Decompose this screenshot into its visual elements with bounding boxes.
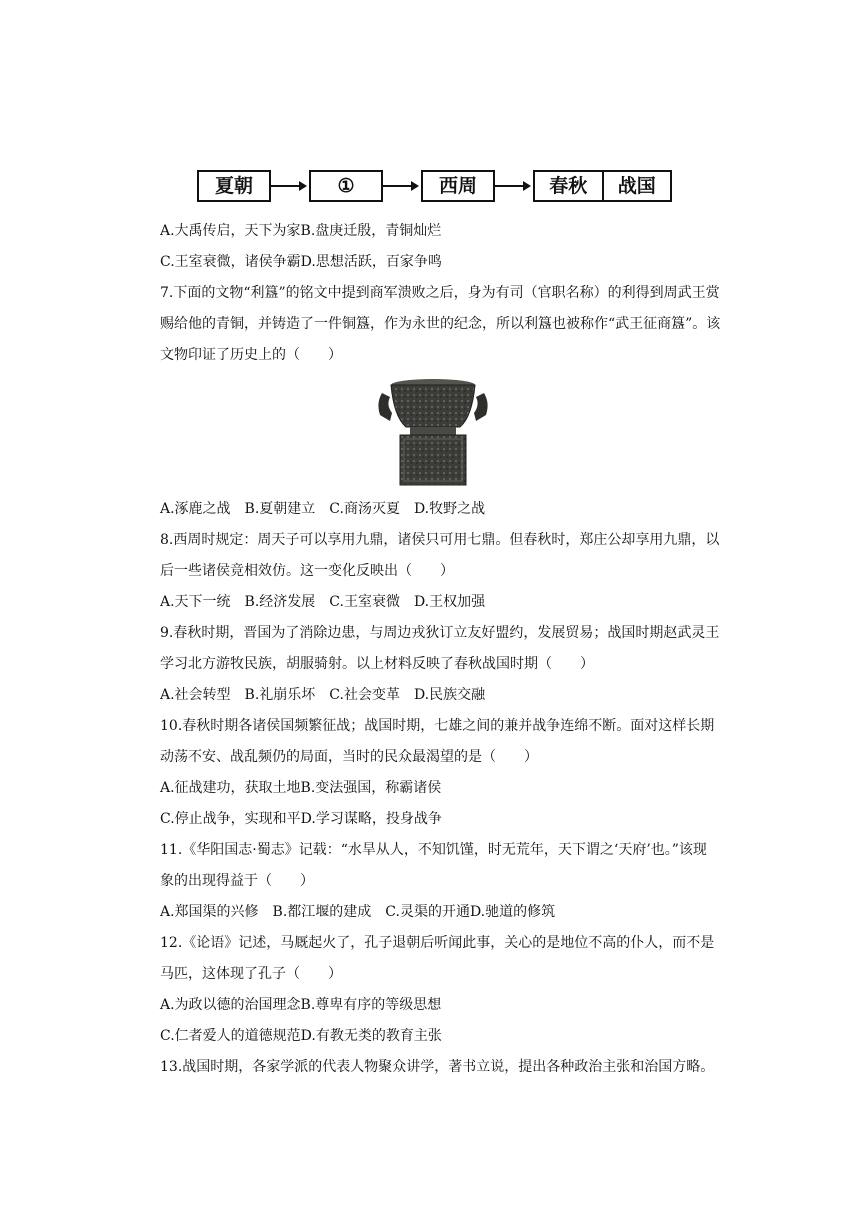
timeline-box-blank: ① <box>309 170 383 202</box>
q7-options: A.涿鹿之战 B.夏朝建立 C.商汤灭夏 D.牧野之战 <box>160 501 486 517</box>
q7-stem-line1: 7.下面的文物“利簋”的铭文中提到商军溃败之后，身为有司（官职名称）的利得到周武王赏 <box>160 285 720 301</box>
q10-stem-line2: 动荡不安、战乱频仍的局面，当时的民众最渴望的是（ ） <box>160 749 538 765</box>
timeline-box-chunqiu-zhanguo <box>533 170 672 202</box>
dynasty-timeline <box>197 170 672 202</box>
q7-stem-line3: 文物印证了历史上的（ ） <box>160 347 342 363</box>
q13-stem-line1: 13.战国时期，各家学派的代表人物聚众讲学，著书立说，提出各种政治主张和治国方略。 <box>160 1059 715 1075</box>
q11-stem-line1: 11.《华阳国志·蜀志》记载：“水旱从人，不知饥馑，时无荒年，天下谓之‘天府’也。”该现 <box>160 842 707 858</box>
q10-options-cd: C.停止战争，实现和平D.学习谋略，投身战争 <box>160 811 442 827</box>
timeline-box-xia: 夏朝 <box>197 170 271 202</box>
q10-stem-line1: 10.春秋时期各诸侯国频繁征战；战国时期，七雄之间的兼并战争连绵不断。面对这样长期 <box>160 718 715 734</box>
q9-stem-line1: 9.春秋时期，晋国为了消除边患，与周边戎狄订立友好盟约，发展贸易；战国时期赵武灵王 <box>160 625 720 641</box>
arrow-right-icon <box>383 170 419 202</box>
q11-options: A.郑国渠的兴修 B.都江堰的建成 C.灵渠的开通D.驰道的修筑 <box>160 904 556 920</box>
q11-stem-line2: 象的出现得益于（ ） <box>160 873 314 889</box>
q10-options-ab: A.征战建功，获取土地B.变法强国，称霸诸侯 <box>160 780 442 796</box>
q12-options-cd: C.仁者爱人的道德规范D.有教无类的教育主张 <box>160 1028 442 1044</box>
q12-options-ab: A.为政以德的治国理念B.尊卑有序的等级思想 <box>160 997 442 1013</box>
timeline-label-chunqiu: 春秋 <box>549 175 588 197</box>
q9-options: A.社会转型 B.礼崩乐坏 C.社会变革 D.民族交融 <box>160 687 486 703</box>
q8-stem-line1: 8.西周时规定：周天子可以享用九鼎，诸侯只可用七鼎。但春秋时，郑庄公却享用九鼎，以 <box>160 532 720 548</box>
q6-options-ab: A.大禹传启，天下为家B.盘庚迁殷，青铜灿烂 <box>160 223 442 239</box>
q8-options: A.天下一统 B.经济发展 C.王室衰微 D.王权加强 <box>160 594 486 610</box>
q12-stem-line1: 12.《论语》记述，马厩起火了，孔子退朝后听闻此事，关心的是地位不高的仆人，而不是 <box>160 935 715 951</box>
arrow-right-icon <box>495 170 531 202</box>
timeline-box-xizhou: 西周 <box>421 170 495 202</box>
q7-stem-line2: 赐给他的青铜，并铸造了一件铜簋，作为永世的纪念，所以利簋也被称作“武王征商簋”。该 <box>160 316 721 332</box>
li-gui-bronze-vessel-image <box>376 375 490 487</box>
arrow-right-icon <box>271 170 307 202</box>
q8-stem-line2: 后一些诸侯竞相效仿。这一变化反映出（ ） <box>160 563 454 579</box>
q12-stem-line2: 马匹，这体现了孔子（ ） <box>160 966 342 982</box>
q9-stem-line2: 学习北方游牧民族，胡服骑射。以上材料反映了春秋战国时期（ ） <box>160 656 594 672</box>
timeline-label-zhanguo: 战国 <box>602 172 671 200</box>
q6-options-cd: C.王室衰微，诸侯争霸D.思想活跃，百家争鸣 <box>160 254 442 270</box>
